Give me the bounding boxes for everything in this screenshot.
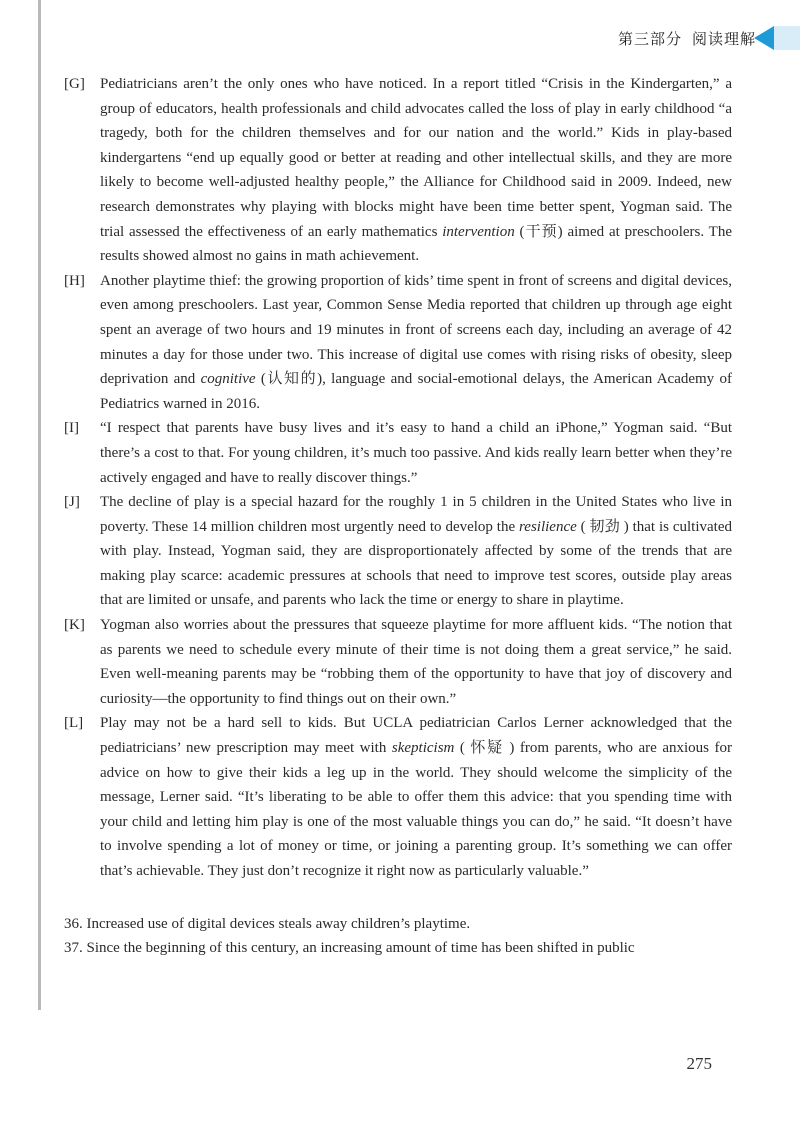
vocab-term: skepticism <box>391 740 455 757</box>
header-tab-decoration <box>774 26 800 50</box>
paragraph-text: Another playtime thief: the growing proportion of kids’ time spent in front of screens and digital devices, even among preschoolers. Last year, Common Sense Media reported that children up through age eight spent an average of two hours and 19 minutes in front of screens each day, including an average of 42 minutes a day for those under two. This increase of digital use comes with rising risks of obesity, sleep deprivation and <box>100 272 732 388</box>
paragraph-k <box>64 613 732 711</box>
paragraph-text: “I respect that parents have busy lives and it’s easy to hand a child an iPhone,” Yogman said. “But there’s a cost to that. For young children, it’s much too passive. And kids really learn better when they’re actively engaged and have to really discover things.” <box>100 420 732 486</box>
vocab-term: resilience <box>519 518 577 535</box>
paragraph-text: ( 怀疑 ) from parents, who are anxious for advice on how to give their kids a leg up in the world. They should welcome the simplicity of the message, Lerner said. “It’s liberating to be able to offer them this advice: that you spending time with your child and letting him play is one of the most valuable things you can do,” he said. “It doesn’t have to involve spending a lot of money or time, or joining a parenting group. It’s something we can offer that’s achievable. They just don’t recognize it right now as particularly valuable.” <box>100 740 733 879</box>
vocab-term: cognitive <box>200 371 256 388</box>
paragraph-marker: [K] <box>64 617 85 634</box>
page-body <box>0 72 800 961</box>
header-part: 第三部分 <box>617 30 682 48</box>
header-arrow-icon <box>754 26 774 50</box>
paragraph-text: ( 韧劲 ) that is cultivated with play. Instead, Yogman said, they are disproportionately affected by some of the trends that are making play scarce: academic pressures at schools that need to improve test scores, outside play areas that are limited or unsafe, and parents who lack the time or energy to share in playtime. <box>100 518 732 609</box>
paragraph-marker: [G] <box>64 76 85 92</box>
paragraph-g <box>64 72 732 269</box>
paragraph-h <box>64 269 732 417</box>
paragraph-marker: [I] <box>64 420 79 437</box>
paragraph-marker: [H] <box>64 272 85 289</box>
paragraph-text: The decline of play is a special hazard for the roughly 1 in 5 children in the United States who live in poverty. These 14 million children most urgently need to develop the <box>100 494 732 535</box>
paragraph-text: (认知的), language and social-emotional delays, the American Academy of Pediatrics warned in 2016. <box>100 371 732 412</box>
paragraph-text: Play may not be a hard sell to kids. But UCLA pediatrician Carlos Lerner acknowledged that the pediatricians’ new prescription may meet with <box>100 715 732 757</box>
question-37: 37. Since the beginning of this century, an increasing amount of time has been shifted in public <box>64 940 635 957</box>
page-number: 275 <box>686 1054 712 1073</box>
paragraph-i <box>64 416 732 490</box>
paragraph-marker: [L] <box>64 715 84 732</box>
paragraph-marker: [J] <box>64 494 80 511</box>
paragraph-text: Yogman also worries about the pressures that squeeze playtime for more affluent kids. “The notion that as parents we need to schedule every minute of their time is not doing them a great service,” he said. Even well-meaning parents may be “robbing them of the opportunity to have that joy of discovery and curiosity—the opportunity to find things out on their own.” <box>100 617 732 707</box>
vocab-term: intervention <box>442 223 515 240</box>
question-36: 36. Increased use of digital devices steals away children’s playtime. <box>64 915 471 932</box>
paragraph-text: Pediatricians aren’t the only ones who have noticed. In a report titled “Crisis in the Kindergarten,” a group of educators, health professionals and child advocates called the loss of play in early childhood “a tragedy, both for the children themselves and for our nation and the world.” Kids in play-based kindergartens “end up equally good or better at reading and other intellectual skills, and they are more likely to become well-adjusted healthy people,” the Alliance for Childhood said in 2009. Indeed, new research demonstrates why playing with blocks might have been time better spent, Yogman said. The trial assessed the effectiveness of an early mathematics <box>100 76 732 240</box>
running-header <box>618 28 756 49</box>
paragraph-j <box>64 490 732 613</box>
header-section: 阅读理解 <box>691 30 756 48</box>
paragraph-l <box>64 711 733 883</box>
paragraph-text: (干预) aimed at preschoolers. The results showed almost no gains in math achievement. <box>100 223 732 265</box>
